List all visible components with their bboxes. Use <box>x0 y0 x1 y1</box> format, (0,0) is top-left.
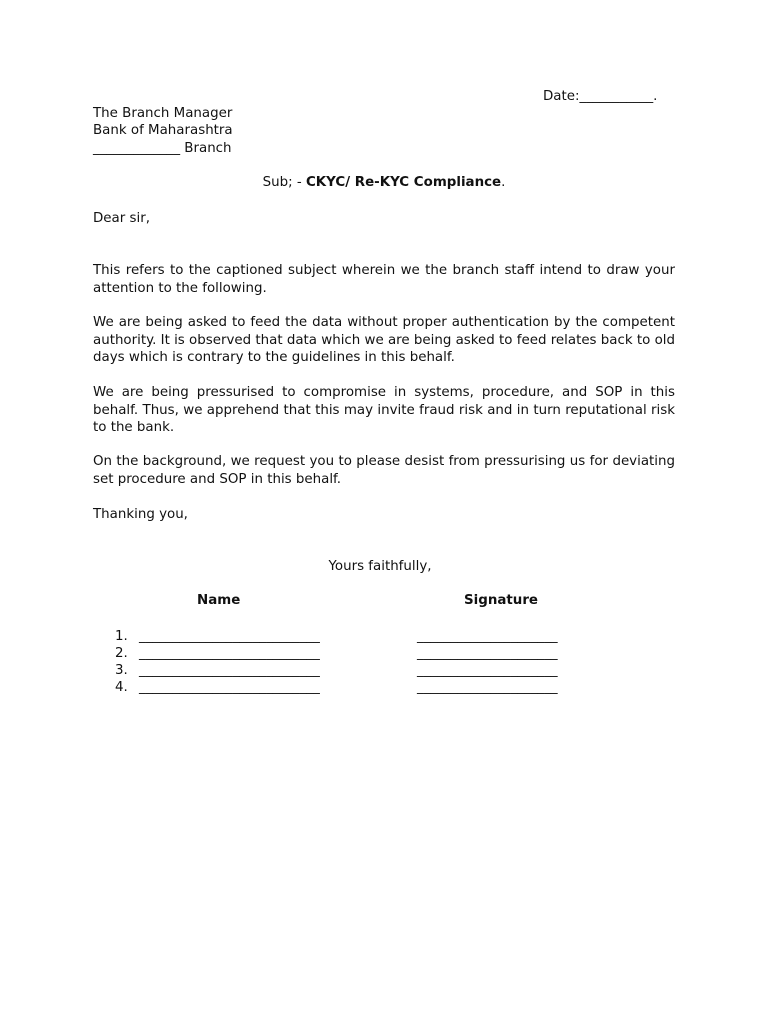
name-blank: ___________________________ <box>139 629 320 644</box>
salutation: Dear sir, <box>93 211 150 226</box>
signatory-row <box>115 679 558 696</box>
row-number: 2. <box>115 646 128 661</box>
addressee-line-2: Bank of Maharashtra <box>93 123 233 138</box>
closing-line: Yours faithfully, <box>328 559 432 574</box>
signatory-row <box>115 628 558 645</box>
name-blank: ___________________________ <box>139 663 320 678</box>
paragraph-4: On the background, we request you to please desist from pressurising us for deviating set procedure and SOP in this behalf. <box>93 454 675 487</box>
subject-prefix: Sub; - <box>262 175 306 190</box>
date-field: Date:___________. <box>543 89 658 104</box>
signature-blank: _____________________ <box>417 629 558 644</box>
row-number: 4. <box>115 680 128 695</box>
name-column-header: Name <box>197 593 241 608</box>
name-blank: ___________________________ <box>139 646 320 661</box>
signatory-row <box>115 662 558 679</box>
subject-title: CKYC/ Re-KYC Compliance <box>305 175 502 190</box>
signature-blank: _____________________ <box>417 663 558 678</box>
paragraph-1: This refers to the captioned subject wherein we the branch staff intend to draw your attention to the following. <box>93 263 675 296</box>
signatory-row <box>115 645 558 662</box>
thanks-line: Thanking you, <box>93 507 188 522</box>
addressee-line-1: The Branch Manager <box>93 106 233 121</box>
paragraph-3: We are being pressurised to compromise in systems, procedure, and SOP in this behalf. Thus, we apprehend that this may invite fraud risk and in turn reputational risk to the bank. <box>93 385 675 435</box>
addressee-line-3: _____________ Branch <box>93 141 232 156</box>
signature-blank: _____________________ <box>417 646 558 661</box>
row-number: 1. <box>115 629 128 644</box>
name-blank: ___________________________ <box>139 680 320 695</box>
paragraph-2: We are being asked to feed the data without proper authentication by the competent authority. It is observed that data which we are being asked to feed relates back to old days which is contrary to the guidelines in this behalf. <box>93 315 675 365</box>
row-number: 3. <box>115 663 128 678</box>
signature-blank: _____________________ <box>417 680 558 695</box>
subject-line <box>0 174 768 192</box>
signature-column-header: Signature <box>464 593 539 608</box>
subject-suffix: . <box>501 175 506 190</box>
